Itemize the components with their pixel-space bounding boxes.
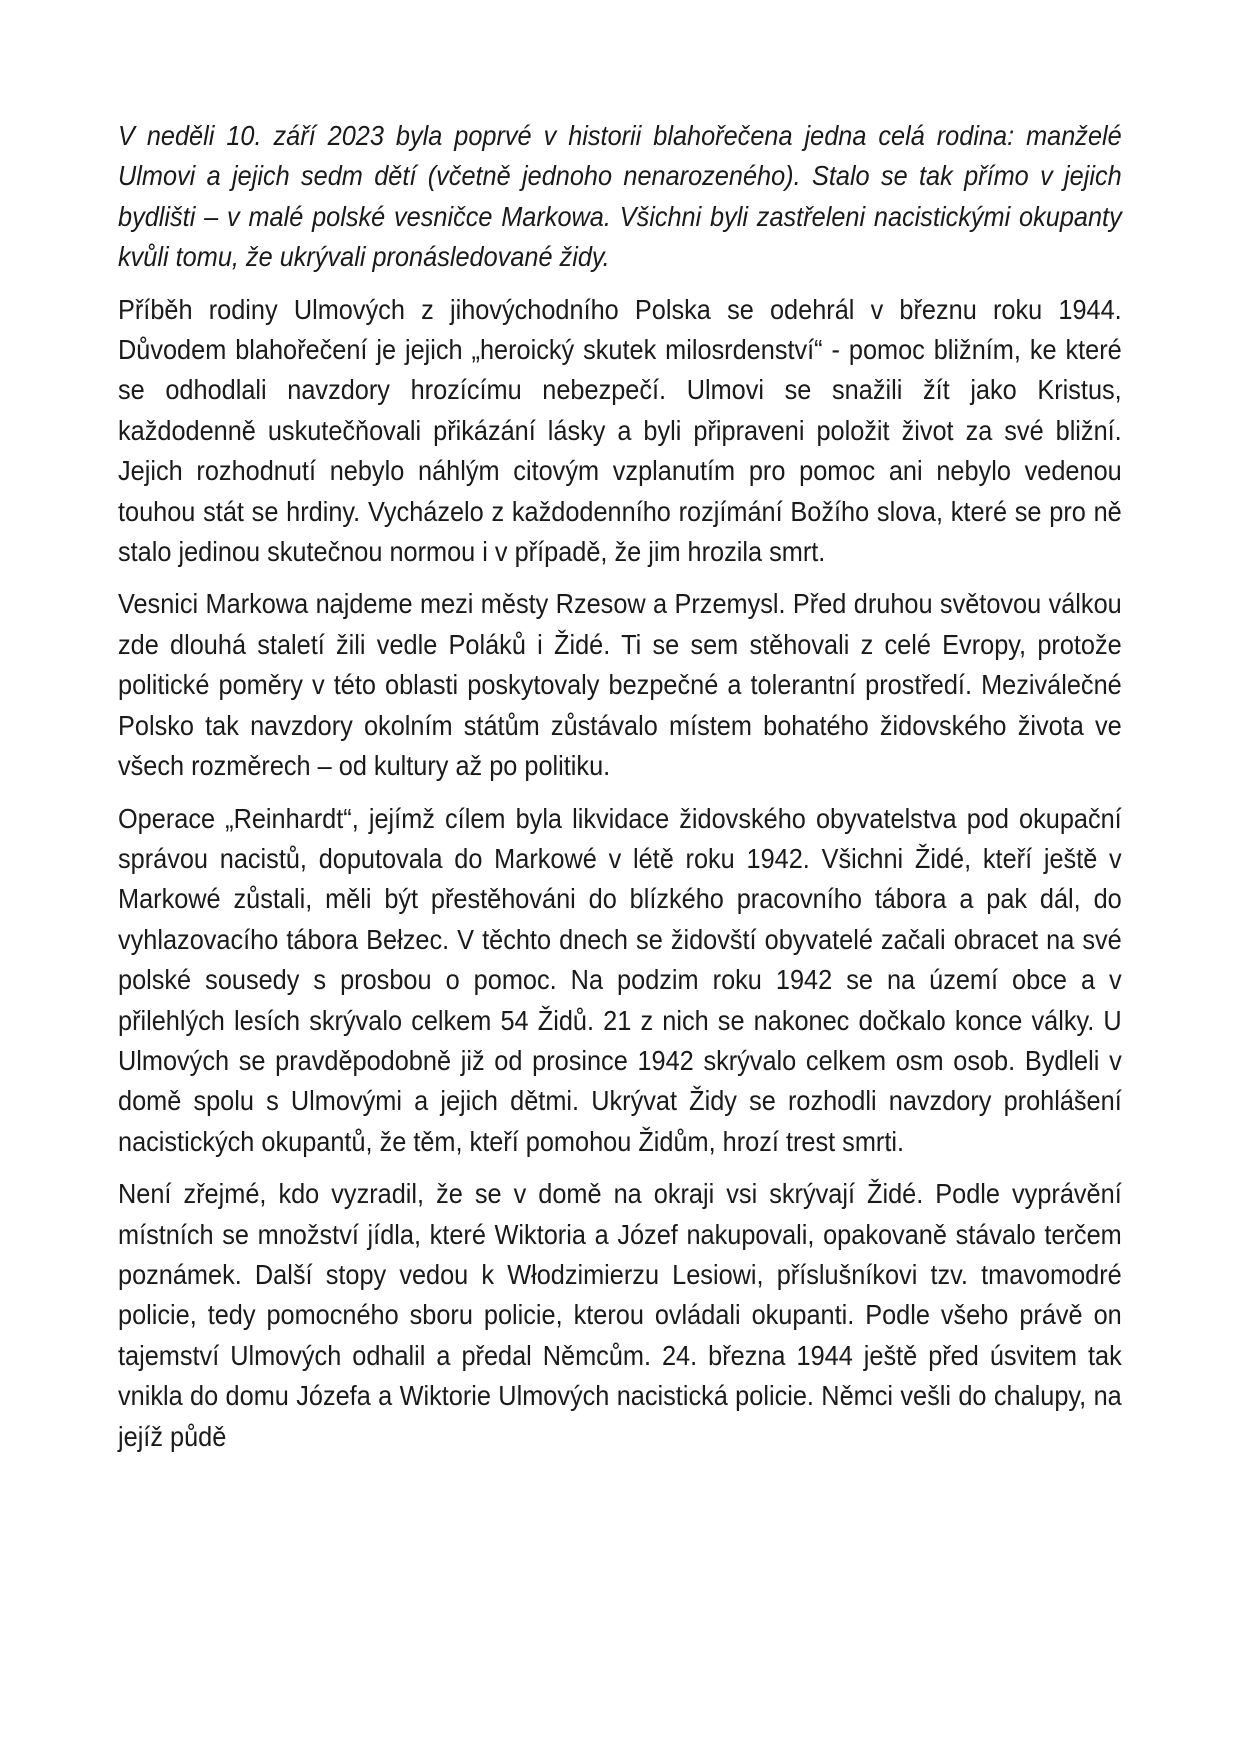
body-paragraph-markowa-village: Vesnici Markowa najdeme mezi městy Rzesow a Przemysl. Před druhou světovou válkou zde dlouhá staletí žili vedle Poláků i Židé. Ti se sem stěhovali z celé Evropy, protože politické poměry v této oblasti poskytovaly bezpečné a tolerantní prostředí. Meziválečné Polsko tak navzdory okolním státům zůstávalo místem bohatého židovského života ve všech rozměrech – od kultury až po politiku. bbox=[118, 588, 1122, 782]
body-paragraph-betrayal: Není zřejmé, kdo vyzradil, že se v domě na okraji vsi skrývají Židé. Podle vyprávění místních se množství jídla, které Wiktoria a Józef nakupovali, opakovaně stávalo terčem poznámek. Další stopy vedou k Włodzimierzu Lesiowi, příslušníkovi tzv. tmavomodré policie, tedy pomocného sboru policie, kterou ovládali okupanti. Podle všeho právě on tajemství Ulmových odhalil a předal Němcům. 24. března 1944 ještě před úsvitem tak vnikla do domu Józefa a Wiktorie Ulmových nacistická policie. Němci vešli do chalupy, na jejíž půdě bbox=[118, 1178, 1122, 1452]
body-paragraph-family-story: Příběh rodiny Ulmových z jihovýchodního Polska se odehrál v březnu roku 1944. Důvodem blahořečení je jejich „heroický skutek milosrdenství“ - pomoc bližním, ke které se odhodlali navzdory hrozícímu nebezpečí. Ulmovi se snažili žít jako Kristus, každodenně uskutečňovali přikázání lásky a byli připraveni položit život za své bližní. Jejich rozhodnutí nebylo náhlým citovým vzplanutím pro pomoc ani nebylo vedenou touhou stát se hrdiny. Vycházelo z každodenního rozjímání Božího slova, které se pro ně stalo jedinou skutečnou normou i v případě, že jim hrozila smrt. bbox=[118, 293, 1122, 568]
document-page bbox=[118, 116, 1122, 1469]
body-paragraph-operation-reinhardt: Operace „Reinhardt“, jejímž cílem byla likvidace židovského obyvatelstva pod okupační správou nacistů, doputovala do Markowé v létě roku 1942. Všichni Židé, kteří ještě v Markowé zůstali, měli být přestěhováni do blízkého pracovního tábora a pak dál, do vyhlazovacího tábora Bełzec. V těchto dnech se židovští obyvatelé začali obracet na své polské sousedy s prosbou o pomoc. Na podzim roku 1942 se na území obce a v přilehlých lesích skrývalo celkem 54 Židů. 21 z nich se nakonec dočkalo konce války. U Ulmových se pravděpodobně již od prosince 1942 skrývalo celkem osm osob. Bydleli v domě spolu s Ulmovými a jejich dětmi. Ukrývat Židy se rozhodli navzdory prohlášení nacistických okupantů, že těm, kteří pomohou Židům, hrozí trest smrti. bbox=[118, 802, 1122, 1157]
intro-paragraph: V neděli 10. září 2023 byla poprvé v historii blahořečena jedna celá rodina: manželé Ulmovi a jejich sedm dětí (včetně jednoho nenarozeného). Stalo se tak přímo v jejich bydlišti – v malé polské vesničce Markowa. Všichni byli zastřeleni nacistickými okupanty kvůli tomu, že ukrývali pronásledované židy. bbox=[118, 120, 1122, 273]
